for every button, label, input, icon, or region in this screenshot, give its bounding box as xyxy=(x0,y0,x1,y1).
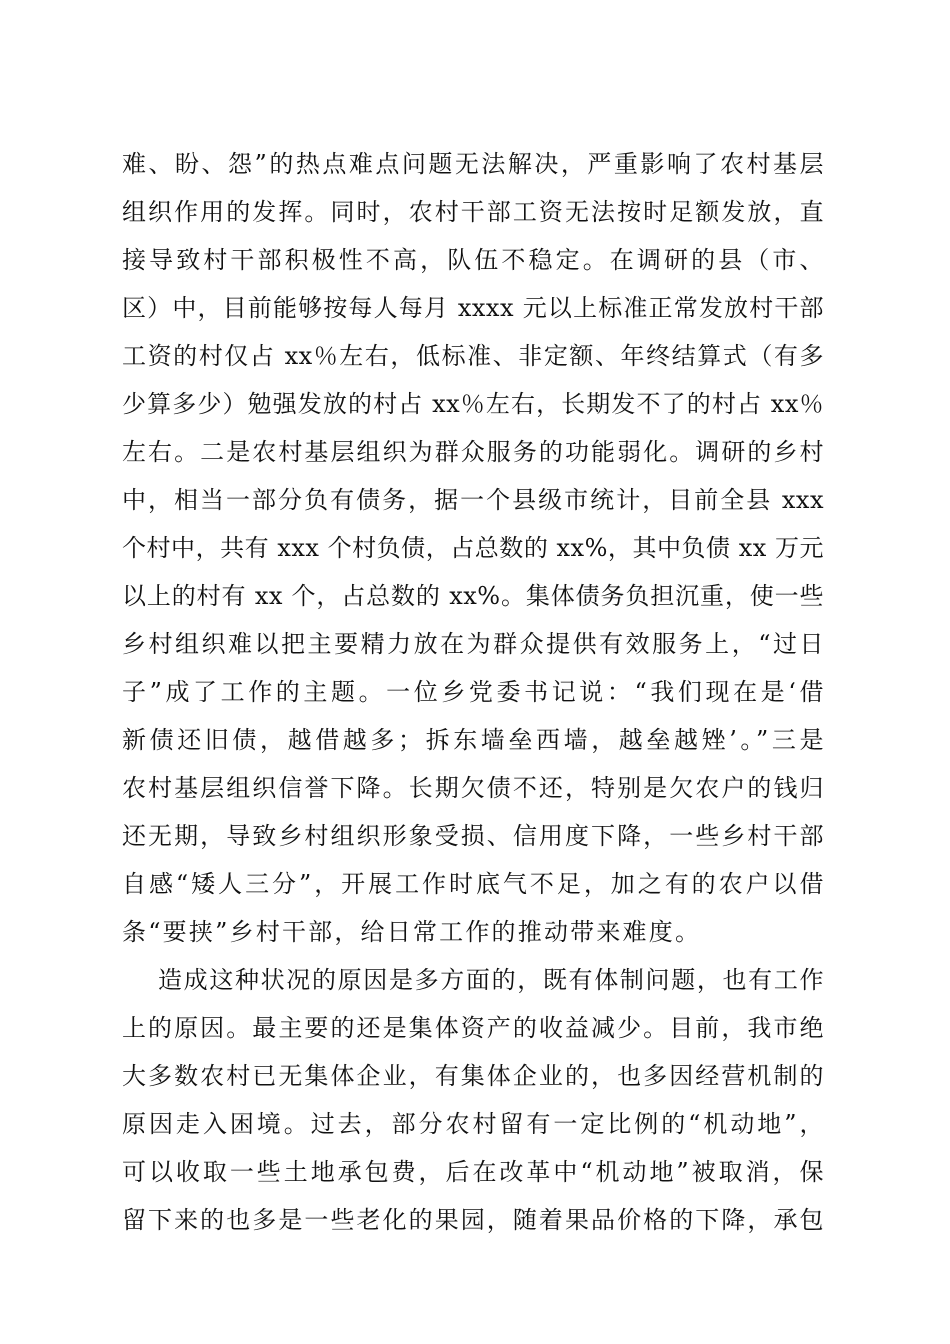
text-line: 条“要挟”乡村干部，给日常工作的推动带来难度。 xyxy=(122,918,702,946)
text-line: 左右。二是农村基层组织为群众服务的功能弱化。调研的乡村 xyxy=(122,438,824,466)
text-line: 新债还旧债，越借越多；拆东墙垒西墙，越垒越矬’。”三是 xyxy=(122,726,824,754)
text-line: 可以收取一些土地承包费，后在改革中“机动地”被取消，保 xyxy=(122,1158,824,1186)
text-line: 乡村组织难以把主要精力放在为群众提供有效服务上，“过日 xyxy=(122,630,824,658)
text-line: 农村基层组织信誉下降。长期欠债不还，特别是欠农户的钱归 xyxy=(122,774,824,802)
text-line: 留下来的也多是一些老化的果园，随着果品价格的下降，承包 xyxy=(122,1206,824,1234)
paragraph-1 xyxy=(122,140,824,956)
text-line: 接导致村干部积极性不高，队伍不稳定。在调研的县（市、 xyxy=(122,246,824,274)
text-line: 区）中，目前能够按每人每月 xxxx 元以上标准正常发放村干部 xyxy=(122,294,824,322)
document-page xyxy=(122,140,824,1244)
text-line: 少算多少）勉强发放的村占 xx％左右，长期发不了的村占 xx％ xyxy=(122,390,824,418)
text-line: 子”成了工作的主题。一位乡党委书记说：“我们现在是‘借 xyxy=(122,678,824,706)
text-line: 中，相当一部分负有债务，据一个县级市统计，目前全县 xxx xyxy=(122,486,824,514)
text-line: 还无期，导致乡村组织形象受损、信用度下降，一些乡村干部 xyxy=(122,822,824,850)
text-line: 难、盼、怨”的热点难点问题无法解决，严重影响了农村基层 xyxy=(122,150,824,178)
text-line: 工资的村仅占 xx％左右，低标准、非定额、年终结算式（有多 xyxy=(122,342,824,370)
text-line: 自感“矮人三分”，开展工作时底气不足，加之有的农户以借 xyxy=(122,870,824,898)
text-line: 个村中，共有 xxx 个村负债，占总数的 xx%，其中负债 xx 万元 xyxy=(122,534,824,562)
text-line: 上的原因。最主要的还是集体资产的收益减少。目前，我市绝 xyxy=(122,1014,824,1042)
text-line: 原因走入困境。过去，部分农村留有一定比例的“机动地”， xyxy=(122,1110,824,1138)
text-line: 组织作用的发挥。同时，农村干部工资无法按时足额发放，直 xyxy=(122,198,824,226)
text-line: 大多数农村已无集体企业，有集体企业的，也多因经营机制的 xyxy=(122,1062,824,1090)
text-line: 造成这种状况的原因是多方面的，既有体制问题，也有工作 xyxy=(158,966,824,994)
paragraph-2 xyxy=(122,956,824,1244)
text-line: 以上的村有 xx 个，占总数的 xx%。集体债务负担沉重，使一些 xyxy=(122,582,824,610)
